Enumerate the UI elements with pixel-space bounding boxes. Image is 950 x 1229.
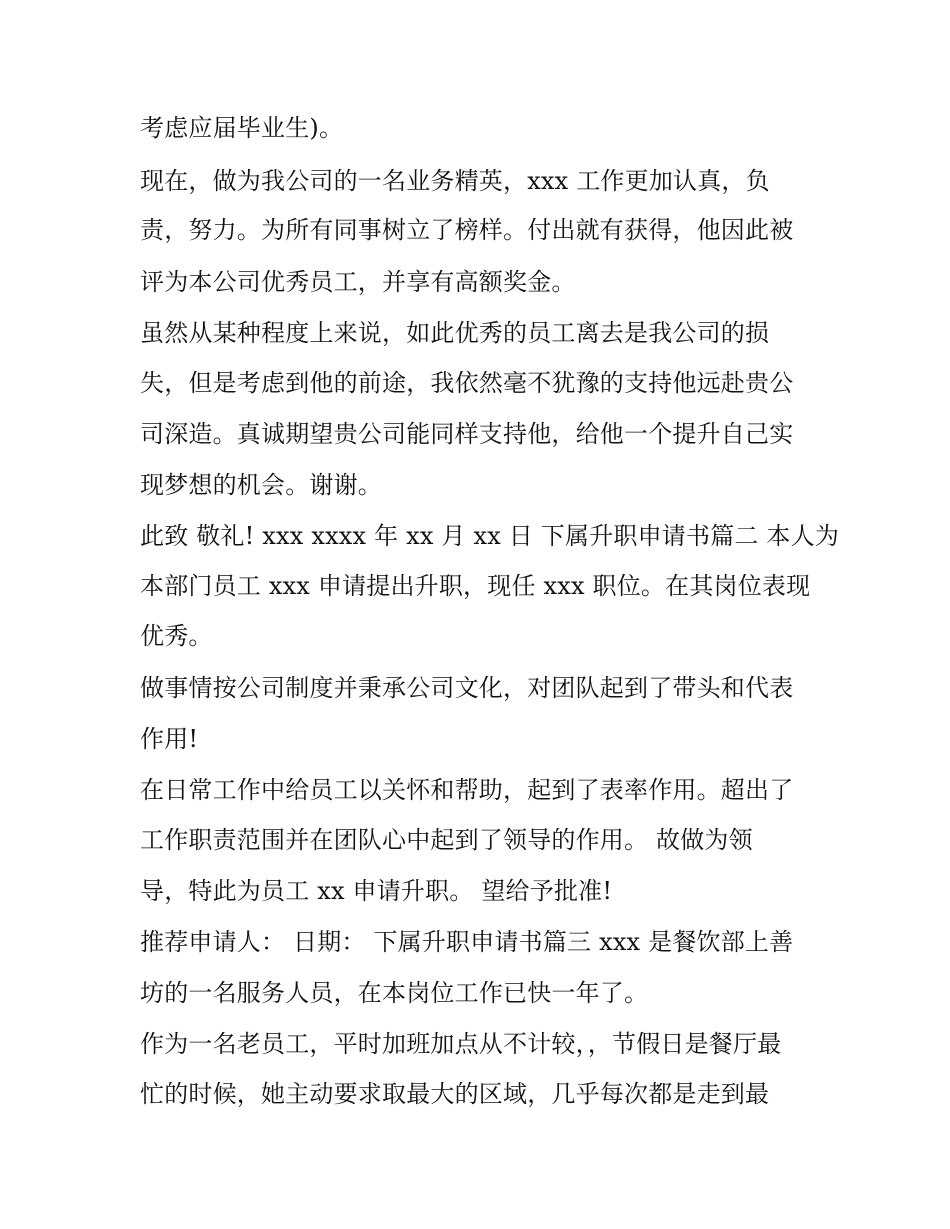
text-line: 在日常工作中给员工以关怀和帮助，起到了表率作用。超出了 (140, 776, 794, 804)
text-line: 此致 敬礼! xxx xxxx 年 xx 月 xx 日 下属升职申请书篇二 本人为 (140, 522, 840, 550)
text-line: 推荐申请人： 日期： 下属升职申请书篇三 xxx 是餐饮部上善 (140, 928, 794, 956)
text-line: 工作职责范围并在团队心中起到了领导的作用。 故做为领 (140, 826, 753, 854)
text-line: 评为本公司优秀员工，并享有高额奖金。 (140, 268, 576, 296)
text-line: 忙的时候，她主动要求取最大的区域，几乎每次都是走到最 (140, 1080, 770, 1108)
text-line: 现梦想的机会。谢谢。 (140, 471, 382, 499)
text-line: 失，但是考虑到他的前途，我依然毫不犹豫的支持他远赴贵公 (140, 369, 794, 397)
text-line: 本部门员工 xxx 申请提出升职，现任 xxx 职位。在其岗位表现 (140, 572, 811, 600)
text-line: 作为一名老员工，平时加班加点从不计较，，节假日是餐厅最 (140, 1030, 782, 1058)
text-line: 坊的一名服务人员，在本岗位工作已快一年了。 (140, 979, 649, 1007)
text-line: 虽然从某种程度上来说，如此优秀的员工离去是我公司的损 (140, 319, 770, 347)
text-line: 导，特此为员工 xx 申请升职。 望给予批准! (140, 877, 613, 905)
text-line: 司深造。真诚期望贵公司能同样支持他，给他一个提升自己实 (140, 420, 794, 448)
text-line: 作用! (140, 725, 199, 753)
text-line: 做事情按公司制度并秉承公司文化，对团队起到了带头和代表 (140, 674, 794, 702)
text-line: 责，努力。为所有同事树立了榜样。付出就有获得，他因此被 (140, 216, 794, 244)
text-line: 考虑应届毕业生)。 (140, 114, 344, 142)
text-line: 优秀。 (140, 622, 213, 650)
text-line: 现在，做为我公司的一名业务精英，xxx 工作更加认真，负 (140, 167, 770, 195)
